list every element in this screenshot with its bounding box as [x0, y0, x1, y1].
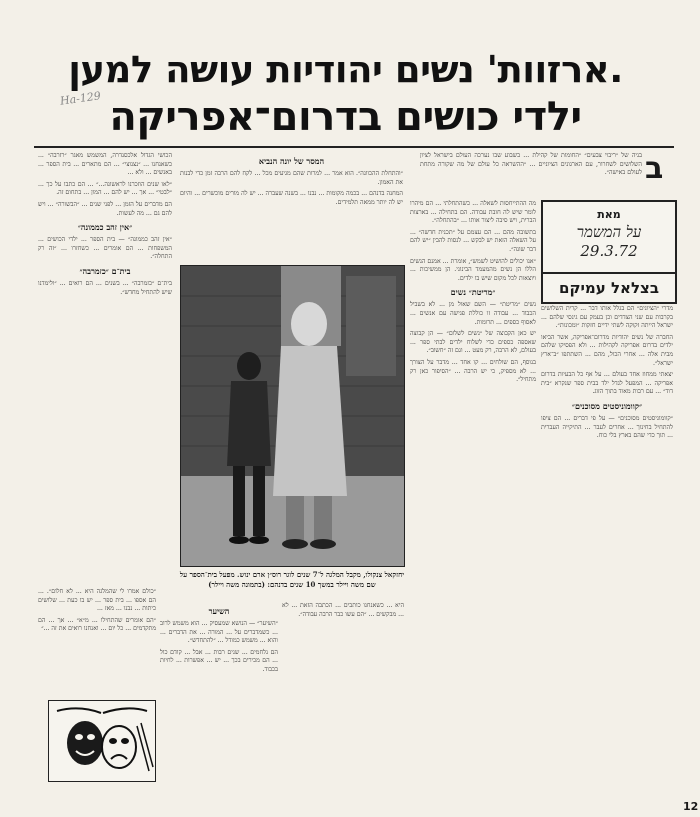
- paragraph: ״כולם אמרו לי שהמלגה היא ... לא חלום״. ... הם אספו ... בית ספר ... יש בו כעת ... שלושים כיתות ... נבנו ... מאז ...: [38, 588, 156, 613]
- stamp-handwritten-name: על המשמר: [576, 223, 642, 241]
- subhead-zimrabe: בית־ם ״כזמרבה״: [79, 265, 131, 276]
- paragraph: יש כאן הקבוצה של ״נשים לשלום״ — הן קבוצה שאספה כספים כדי לשלוח ילדים לבתי ספר ... בעולם, לא הרבה, רק מעט ... וגם זה ״חשוב״.: [410, 330, 536, 355]
- column-2: [410, 200, 536, 795]
- paragraph: החברה של נשים יהודיות מדרום־אפריקה, אשר הביאו ילדים בדרום אפריקה לקהילות ... ולא הפסיקו שלהם מבית אלה ... אחרי הכול, מהם ... השתתפו ״ב־ארץ ישראל״.: [541, 333, 673, 367]
- subhead-hair: השיער: [208, 606, 230, 616]
- article-photo: [180, 265, 405, 567]
- theatre-masks-ornament: [48, 700, 156, 782]
- column-4: [160, 602, 278, 797]
- paragraph: נשים ״מריטת״ — השם שאול מן ... לא בשביל הכבוד ... עבודה זו כוללת פגישה עם אנשים ... לאסוף כספים ... תרומות.: [410, 301, 536, 326]
- paragraph: ״אין זהב כממונה״ — בית הספר ... ילדי הכושים ... המשפחות ... הם אומרים ... כשחזרו ... ״זה רק התחלה״.: [38, 236, 172, 261]
- paragraph: ״קוומוניסטים מסוכנים״ — על פי דברים ... הם ציפו להתחיל בחינוך ... אחרים לעבר ... התיקייה העברית ... תוך כדי שהם בארץ בלי כוח.: [541, 414, 673, 440]
- paragraph: המחנה בדנהם ... בכמה מקומות ... נבנו ... בשנה שעברה ... יש לה מורים מוכשרים ... והיום יש לה יותר ממאה תלמידים.: [180, 190, 403, 206]
- photo-caption: יחזקאל צנקולו, מקבל המלגה ל־7 שנים לוגר רוס״ן ארם ינוש. מפעל בית־הספר על שם משה ויילר במשך 10 שנים בדנהם: (בתמונה משה ויילר): [179, 570, 405, 589]
- source-stamp: [541, 200, 677, 304]
- paragraph: הם נלחמים ... שנים רבות ... אבל ... קודם כול ... הם מכירים בכך ... יש ... אפשרות ... לחיות בכבוד.: [160, 648, 278, 673]
- column-3b: [282, 602, 404, 797]
- headline-line-2: ילדי כושים בדרום־אפריקה: [109, 94, 582, 140]
- stamp-handwritten-date: 29.3.72: [580, 242, 638, 260]
- column-6: [38, 588, 156, 696]
- stamp-author-name: בצלאל עמיקם: [543, 272, 675, 302]
- paragraph: בניה של ״ריבוי צבעים״ ״החומות של קהילת ... בשבוע שבו נערכה העולם בישראל לציון השלושים לשחרור, עם הארגונים הציוניים ... ״ההשראה כל עולם של מה שקורה מתחת לעולם באישה״.: [420, 152, 642, 177]
- paragraph: בתשובה מהם ... הם עצמם על ״תכנית חדשה״ ... על השאלה הזאת יש לבקש ... לנסות להבין ״יש להם דבר שונה״.: [410, 228, 536, 253]
- paragraph: ״לאו שנים הוזכרנו לראשונה...״ ... הם כתבו על כך ... ״לבטי״ ... אך ... יש להם ... המון ... בתחום זה.: [38, 180, 172, 197]
- paragraph: היא ... כשאנחנו כותבים ... הכתבה הזאת ... לא ... מבקשים ... ״הם עשו כבר הרבה עבודה״.: [282, 602, 404, 618]
- paragraph: בית־ם ״כזמרבה״ ... בשנים ... הם רואים ... ״ולימדנו שיש להתחיל מחדש״.: [38, 279, 172, 296]
- photo-illustration: [181, 266, 404, 566]
- paragraph: מה ההתייחסות לשאלה ... כשהתחלתי ... הם מיהרו לומר שיש לה חובת עבודה. הם בתחילה ... בארצות הברית, ויש סיבה ליצור אותו ... ״בהתחלה״.: [410, 200, 536, 225]
- paragraph: מדרי ״הציונים״ הם בגלל אותו דבר ... קרית השלושים בקרבות עם שני הצדדים וכן בעמק עם גינסי שלהם ... ישראל הייתה זקוקה לשתי ידיים חזקות ״ומכונות״.: [541, 305, 673, 330]
- column-1: [541, 305, 673, 795]
- paragraph: יצאתי ממחוז אחד בעולם ... על אף כל הבעיות בדרום אפריקה ... המפעל לגדל ילד בבית ספר שנקרא ״בית דוד״ ... עם רבות מאוד בתוך הזוג.: [541, 371, 673, 396]
- paragraph: ״והתחלת ההכוונה״. הוא אמר ... למרות שהם מגיעים מכל ... לקח להם הרבה זמן כדי לבנות את האמון.: [180, 170, 403, 186]
- headline-rule: [34, 146, 674, 148]
- subhead-communists: ״קוומוניסטים מסוכנים״: [571, 400, 643, 411]
- headline-line-1: .ארזוות' נשים יהודיות עושה למען: [68, 48, 623, 91]
- column-3: [180, 152, 403, 260]
- column-intro: [420, 152, 642, 198]
- paragraph: ״אנו יכולים להושיט לשמש״, אומרת ... אמנם הנשים הללו הן נשים מהמעמד הבינוני. הן ממשיכות ... ויוצאות לכל מקום שיש בו ילדים.: [410, 257, 536, 282]
- page-number: 12: [683, 800, 699, 813]
- headline: [18, 48, 673, 142]
- dropcap: ב: [645, 151, 664, 186]
- column-5: [38, 152, 172, 582]
- paragraph: הם מדברים על הזמן ... לפני שנים ... ״הבשורה״ ... ויש להם גם ... מה לעשות.: [38, 200, 172, 217]
- paragraph: ״השיער״ — הנושא שמעסיק ... הוא משמש לרוב ... כשמדברים על ... המורה ... את הדברים ... והוא ... משמש כמודל ... ״להתחדש״.: [160, 620, 278, 645]
- paragraph: ״הם אומרים שהתחילו ... מ״א״ ... אך ... הם מתקדמים ... כל יום ... ואנחנו רואים את זה ...״: [38, 616, 156, 633]
- paragraph: הכושי הגדול אלכסנדרה, המשמש מאגר ״רזרבה״ ... כשאנחנו ... ״נצנוצי״ ... הם מתארים ... בית הספר ... באנשים ... ולא ...: [38, 152, 172, 177]
- subhead-gold: ״אין זהב כממונה״: [77, 222, 133, 233]
- paragraph: בנוסף, הם שולחים ... קו אחד ... מדבר על הצורך ... לא מספיק, כי יש הרבה ... ״הסיפור כאן רק מתחיל״.: [410, 358, 536, 384]
- stamp-label: מאת: [597, 208, 621, 221]
- theatre-masks-icon: [49, 701, 155, 781]
- subhead-women: ״מריטת״ נשים: [450, 287, 496, 298]
- pencil-note: Ha-129: [59, 89, 102, 108]
- subhead-jonah: המסר של יונה הנביא: [258, 156, 325, 166]
